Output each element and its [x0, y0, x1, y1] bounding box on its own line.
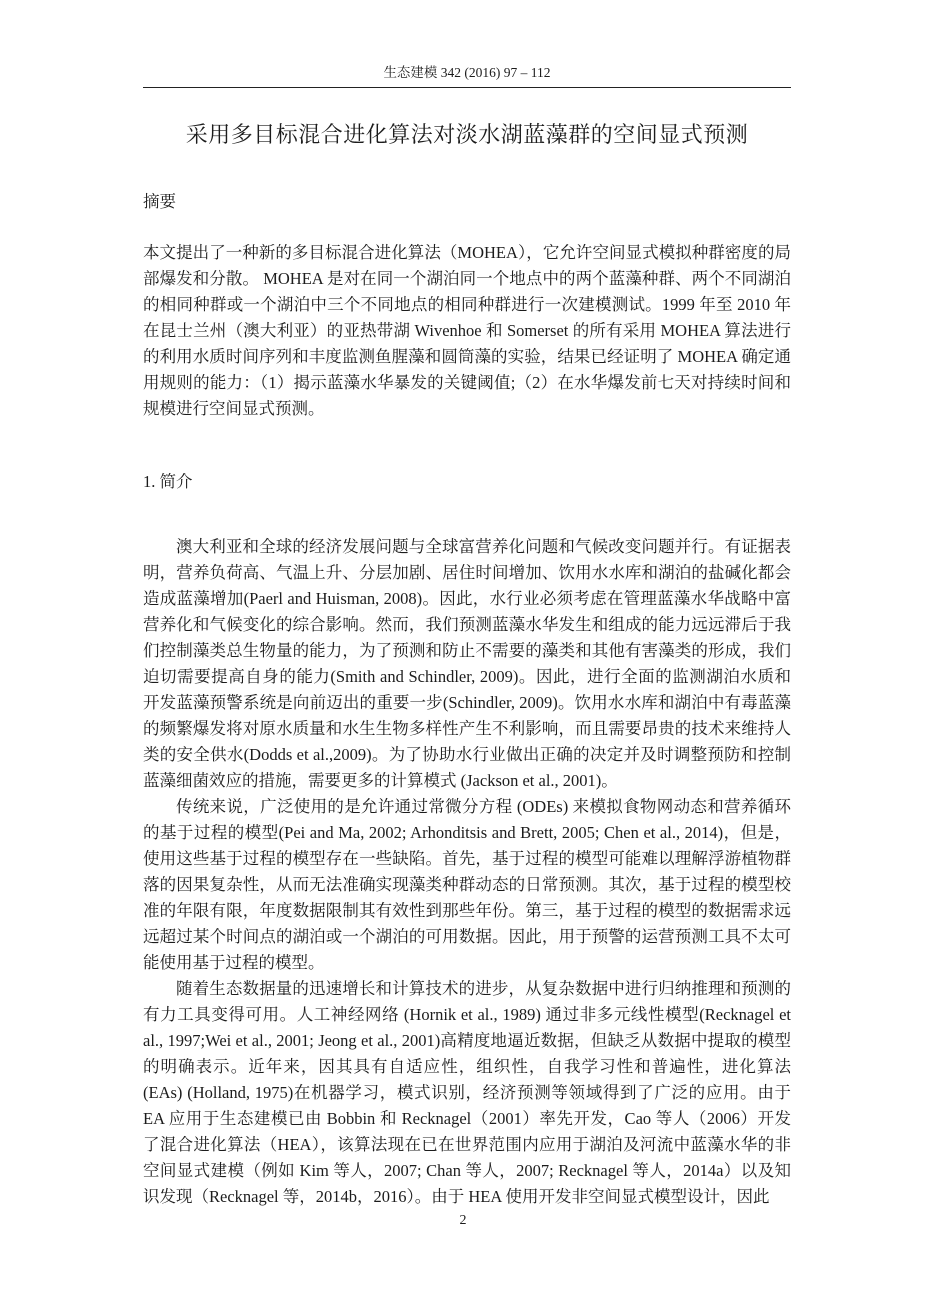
header-divider: [143, 87, 791, 88]
abstract-heading: 摘要: [143, 192, 176, 211]
section-heading-introduction: 1. 简介: [143, 472, 193, 491]
paper-title: 采用多目标混合进化算法对淡水湖蓝藻群的空间显式预测: [185, 122, 749, 147]
intro-paragraph-1: 澳大利亚和全球的经济发展问题与全球富营养化问题和气候改变问题并行。有证据表明，营养负荷高、气温上升、分层加剧、居住时间增加、饮用水水库和湖泊的盐碱化都会造成蓝藻增加(Paerl and Huisman, 2008)。因此，水行业必须考虑在管理蓝藻水华战略中富营养化和气候变化的综合影响。然而，我们预测蓝藻水华发生和组成的能力远远滞后于我们控制藻类总生物量的能力，为了预测和防止不需要的藻类和其他有害藻类的形成，我们迫切需要提高自身的能力(Smith and Schindler, 2009)。因此，进行全面的监测湖泊水质和开发蓝藻预警系统是向前迈出的重要一步(Schindler, 2009)。饮用水水库和湖泊中有毒蓝藻的频繁爆发将对原水质量和水生生物多样性产生不利影响，而且需要昂贵的技术来维持人类的安全供水(Dodds et al.,2009)。为了协助水行业做出正确的决定并及时调整预防和控制蓝藻细菌效应的措施，需要更多的计算模式 (Jackson et al., 2001)。: [143, 537, 791, 790]
abstract-text: 本文提出了一种新的多目标混合进化算法（MOHEA），它允许空间显式模拟种群密度的局部爆发和分散。 MOHEA 是对在同一个湖泊同一个地点中的两个蓝藻种群、两个不同湖泊的相同种群或一个湖泊中三个不同地点的相同种群进行一次建模测试。1999 年至 2010 年在昆士兰州（澳大利亚）的亚热带湖 Wivenhoe 和 Somerset 的所有采用 MOHEA 算法进行的利用水质时间序列和丰度监测鱼腥藻和圆筒藻的实验，结果已经证明了 MOHEA 确定通用规则的能力：（1）揭示蓝藻水华暴发的关键阈值;（2）在水华爆发前七天对持续时间和规模进行空间显式预测。: [143, 243, 791, 418]
intro-paragraph-2: 传统来说，广泛使用的是允许通过常微分方程 (ODEs) 来模拟食物网动态和营养循环的基于过程的模型(Pei and Ma, 2002; Arhonditsis and Brett, 2005; Chen et al., 2014)，但是，使用这些基于过程的模型存在一些缺陷。首先，基于过程的模型可能难以理解浮游植物群落的因果复杂性，从而无法准确实现藻类种群动态的日常预测。其次，基于过程的模型校准的年限有限，年度数据限制其有效性到那些年份。第三，基于过程的模型的数据需求远远超过某个时间点的湖泊或一个湖泊的可用数据。因此，用于预警的运营预测工具不太可能使用基于过程的模型。: [143, 797, 791, 972]
journal-header: 生态建模 342 (2016) 97 – 112: [383, 65, 551, 80]
page-number: 2: [459, 1213, 467, 1228]
intro-paragraph-3: 随着生态数据量的迅速增长和计算技术的进步，从复杂数据中进行归纳推理和预测的有力工具变得可用。人工神经网络 (Hornik et al., 1989) 通过非多元线性模型(Recknagel et al., 1997;Wei et al., 2001; Jeong et al., 2001)高精度地逼近数据，但缺乏从数据中提取的模型的明确表示。近年来，因其具有自适应性，组织性，自我学习性和普遍性，进化算法 (EAs) (Holland, 1975)在机器学习，模式识别，经济预测等领域得到了广泛的应用。由于 EA 应用于生态建模已由 Bobbin 和 Recknagel（2001）率先开发，Cao 等人（2006）开发了混合进化算法（HEA），该算法现在已在世界范围内应用于湖泊及河流中蓝藻水华的非空间显式建模（例如 Kim 等人，2007; Chan 等人，2007; Recknagel 等人，2014a）以及知识发现（Recknagel 等，2014b，2016）。由于 HEA 使用开发非空间显式模型设计，因此: [143, 979, 791, 1206]
